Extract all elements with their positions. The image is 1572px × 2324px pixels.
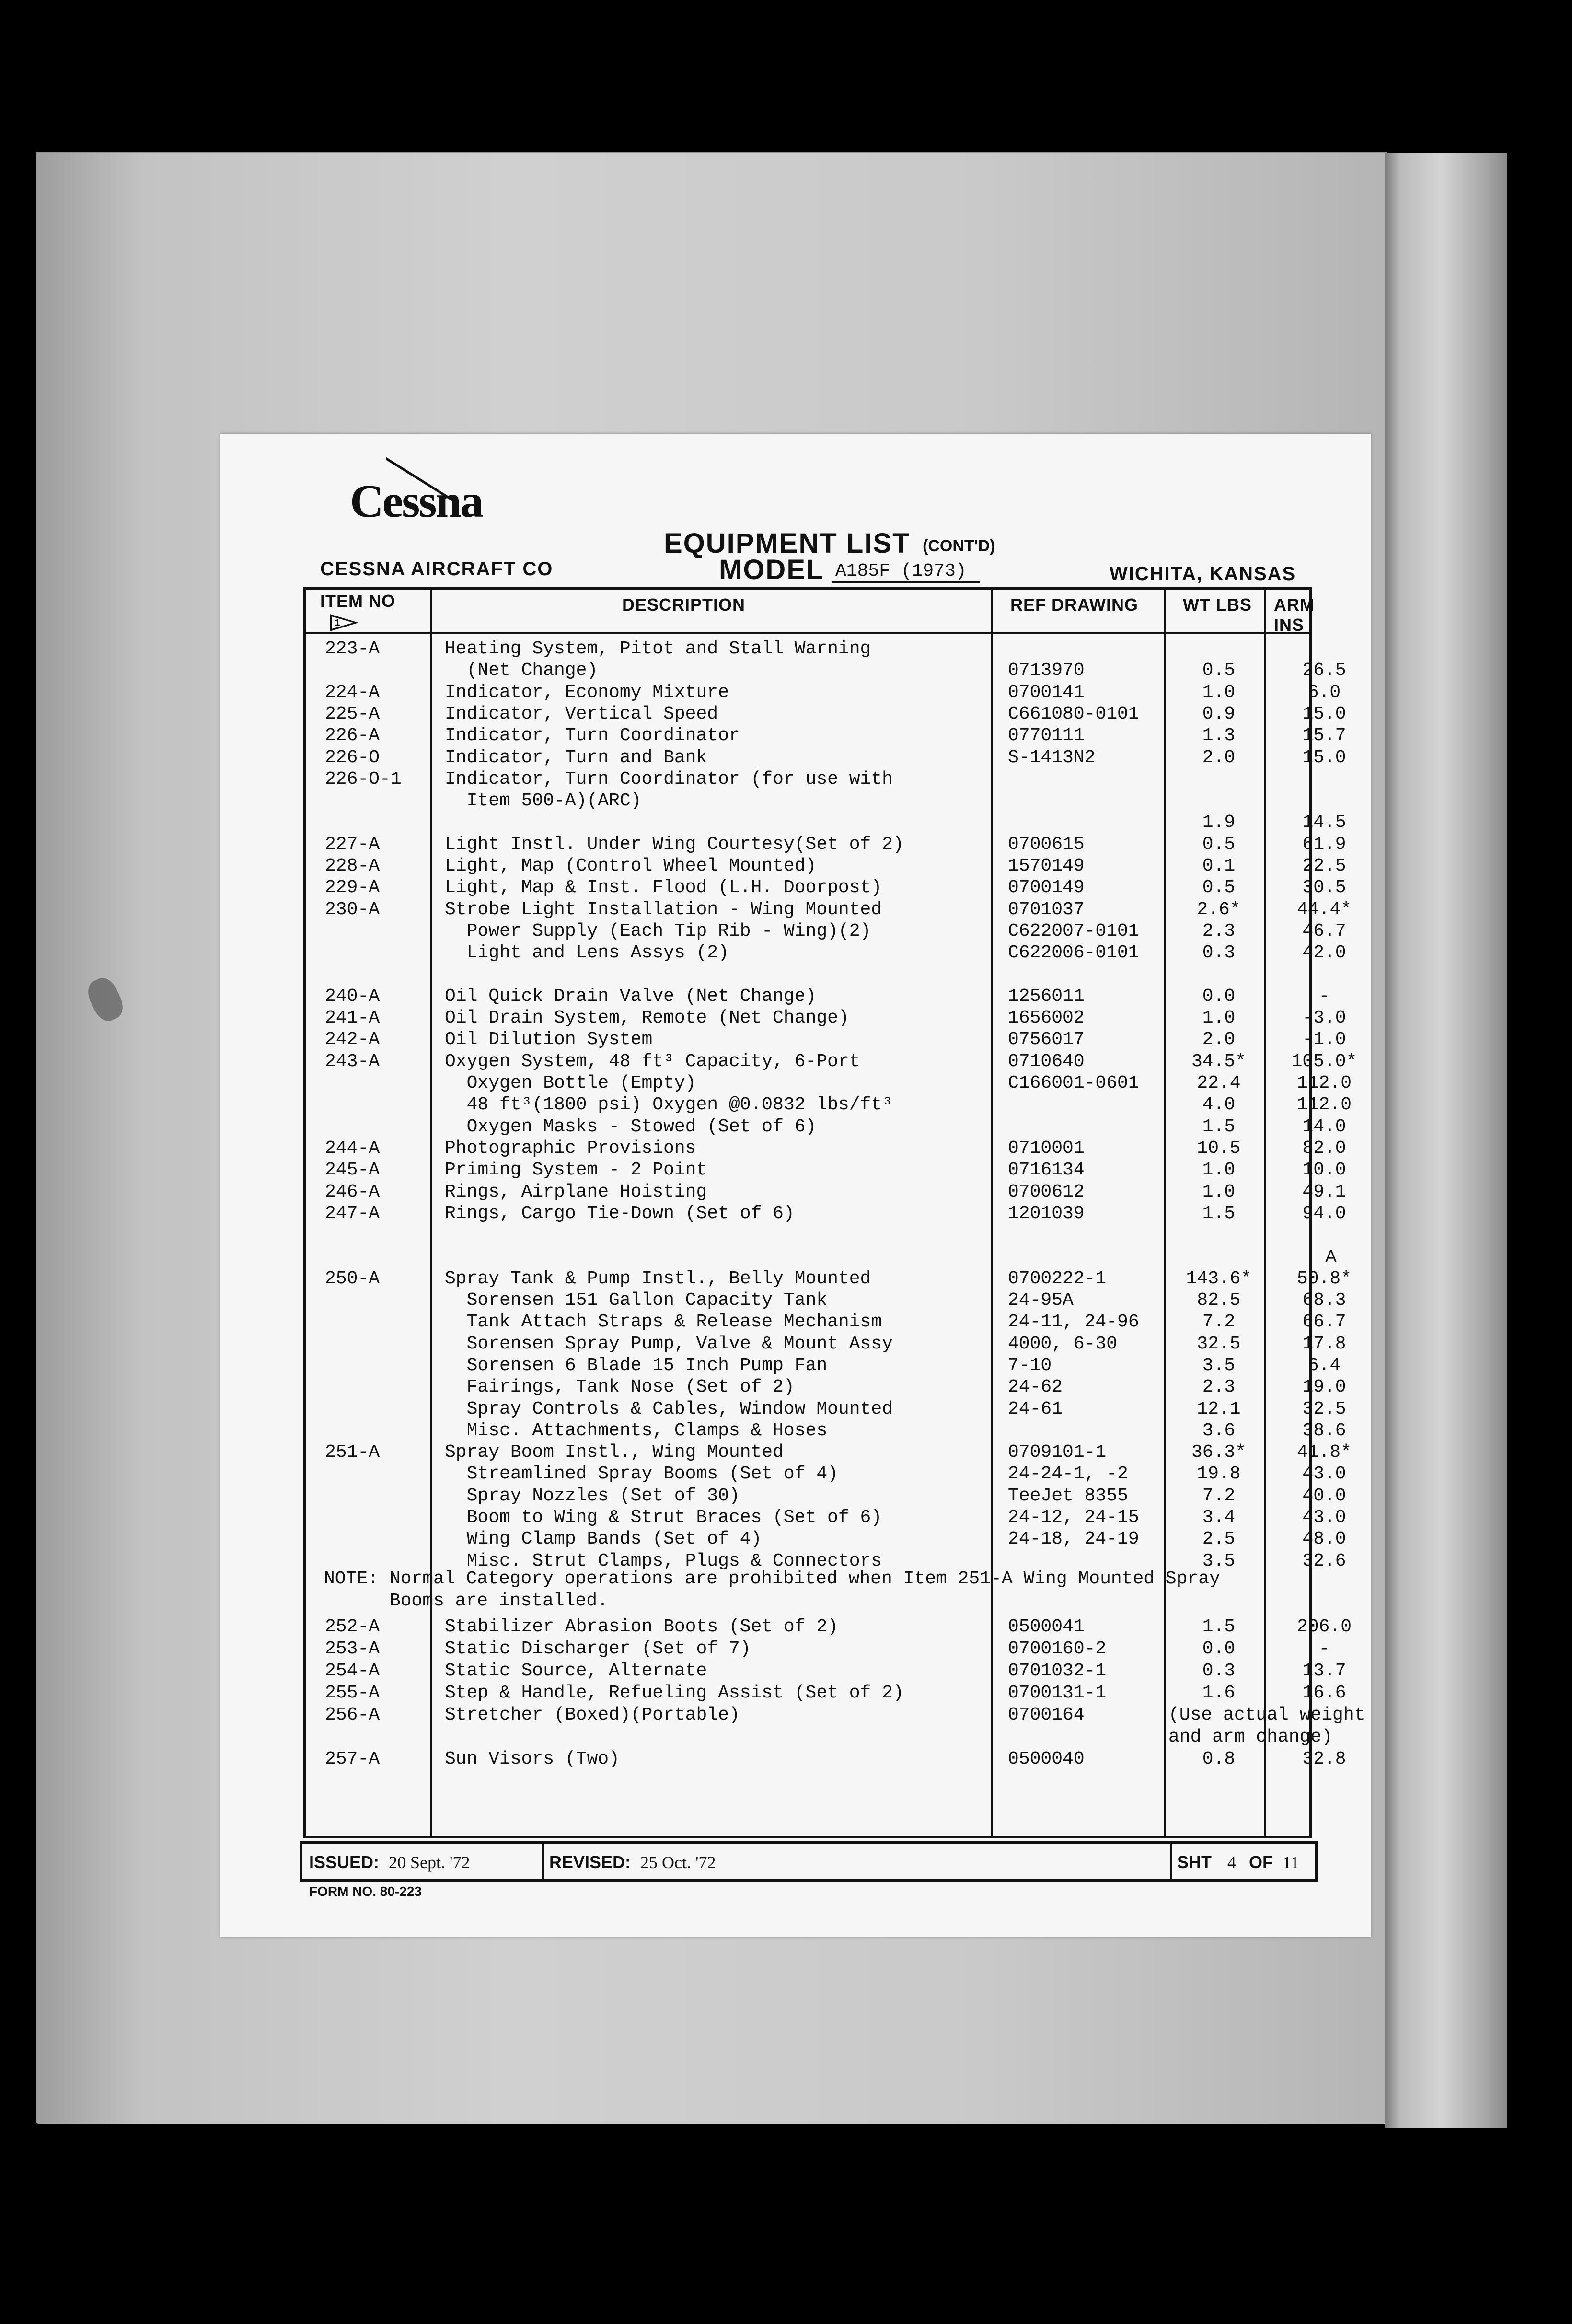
weight-lbs: 0.5 bbox=[1202, 660, 1236, 681]
item-description: Tank Attach Straps & Release Mechanism bbox=[445, 1312, 882, 1333]
arm-inches: 40.0 bbox=[1302, 1485, 1346, 1506]
weight-lbs: 0.5 bbox=[1202, 877, 1236, 898]
item-marker-number: 1 bbox=[335, 618, 341, 629]
item-description: Sun Visors (Two) bbox=[445, 1749, 620, 1769]
column-header-arm: ARM INS bbox=[1274, 595, 1315, 635]
item-description: Misc. Attachments, Clamps & Hoses bbox=[445, 1420, 828, 1441]
arm-inches: 50.8* bbox=[1296, 1268, 1352, 1289]
ref-drawing: 0701032-1 bbox=[1008, 1661, 1107, 1681]
item-number: 225-A bbox=[325, 703, 380, 724]
board-side-edge bbox=[1385, 153, 1507, 2128]
item-description: Streamlined Spray Booms (Set of 4) bbox=[445, 1464, 838, 1485]
arm-inches: 38.6 bbox=[1302, 1420, 1346, 1441]
ref-drawing: 0700164 bbox=[1008, 1705, 1085, 1725]
item-description: Sorensen Spray Pump, Valve & Mount Assy bbox=[445, 1333, 893, 1354]
item-description: Oxygen Bottle (Empty) bbox=[445, 1073, 696, 1093]
ref-drawing: 0700160-2 bbox=[1008, 1638, 1107, 1659]
item-description: Photographic Provisions bbox=[445, 1138, 696, 1159]
arm-inches: 112.0 bbox=[1296, 1073, 1352, 1093]
item-number: 226-O-1 bbox=[325, 768, 402, 790]
arm-inches: 22.5 bbox=[1302, 856, 1346, 876]
item-number: 252-A bbox=[325, 1616, 380, 1637]
arm-inches: 6.0 bbox=[1307, 682, 1341, 703]
ref-drawing: 0710001 bbox=[1008, 1138, 1085, 1159]
item-number: 257-A bbox=[325, 1749, 380, 1769]
ref-drawing: C166001-0601 bbox=[1008, 1073, 1139, 1093]
item-description: Light, Map & Inst. Flood (L.H. Doorpost) bbox=[445, 877, 882, 898]
item-description: Priming System - 2 Point bbox=[445, 1160, 707, 1181]
ref-drawing: C622007-0101 bbox=[1008, 920, 1139, 941]
arm-inches: 49.1 bbox=[1302, 1181, 1346, 1202]
weight-lbs: 12.1 bbox=[1197, 1398, 1241, 1419]
weight-lbs: 4.0 bbox=[1202, 1094, 1236, 1116]
arm-inches: 32.6 bbox=[1302, 1550, 1346, 1571]
weight-lbs: 10.5 bbox=[1197, 1138, 1241, 1159]
item-number: 241-A bbox=[325, 1008, 380, 1029]
item-description: Indicator, Turn Coordinator bbox=[445, 725, 740, 746]
header-divider bbox=[306, 632, 1309, 634]
ref-drawing: S-1413N2 bbox=[1008, 747, 1096, 768]
weight-lbs: 1.0 bbox=[1202, 1181, 1236, 1202]
item-description: Indicator, Turn Coordinator (for use with bbox=[445, 768, 893, 790]
item-number: 226-A bbox=[325, 725, 380, 746]
arm-inches: 46.7 bbox=[1302, 920, 1346, 941]
item-description: Indicator, Economy Mixture bbox=[445, 682, 729, 703]
item-description: Stretcher (Boxed)(Portable) bbox=[445, 1705, 740, 1725]
equipment-list-sheet bbox=[220, 434, 1371, 1937]
ref-drawing: 24-12, 24-15 bbox=[1008, 1507, 1139, 1528]
ref-drawing: 0700612 bbox=[1008, 1181, 1085, 1202]
arm-inches: 32.5 bbox=[1302, 1398, 1346, 1419]
company-name: CESSNA AIRCRAFT CO bbox=[320, 558, 554, 580]
arm-inches: 48.0 bbox=[1302, 1529, 1346, 1550]
ref-drawing: 0770111 bbox=[1008, 725, 1085, 746]
sheet-number: 4 bbox=[1227, 1853, 1236, 1872]
weight-lbs: 143.6* bbox=[1186, 1268, 1252, 1289]
equipment-table bbox=[303, 587, 1365, 1838]
arm-inches: 15.0 bbox=[1302, 703, 1346, 724]
column-divider bbox=[1164, 590, 1166, 1836]
item-description: (Net Change) bbox=[445, 660, 598, 681]
weight-lbs: 2.0 bbox=[1202, 1029, 1236, 1050]
arm-inches: 30.5 bbox=[1302, 877, 1346, 898]
location: WICHITA, KANSAS bbox=[1110, 563, 1296, 584]
item-description: Light, Map (Control Wheel Mounted) bbox=[445, 856, 817, 876]
issued-label: ISSUED: bbox=[309, 1852, 380, 1872]
sheet-total: 11 bbox=[1283, 1853, 1299, 1872]
arm-inches: -1.0 bbox=[1302, 1029, 1346, 1050]
item-number: 255-A bbox=[325, 1683, 380, 1703]
ref-drawing: 0701037 bbox=[1008, 899, 1085, 920]
item-description: Static Source, Alternate bbox=[445, 1661, 707, 1681]
weight-lbs: 0.5 bbox=[1202, 834, 1236, 855]
ref-drawing: 1201039 bbox=[1008, 1203, 1085, 1224]
item-number: 230-A bbox=[325, 899, 380, 920]
ref-drawing: C622006-0101 bbox=[1008, 942, 1139, 964]
ref-drawing: TeeJet 8355 bbox=[1008, 1485, 1128, 1506]
ref-drawing: 1570149 bbox=[1008, 856, 1085, 876]
ref-drawing: 0700615 bbox=[1008, 834, 1085, 855]
weight-lbs: 1.5 bbox=[1202, 1203, 1236, 1224]
item-description: Indicator, Vertical Speed bbox=[445, 703, 718, 724]
item-number: 250-A bbox=[325, 1268, 380, 1289]
ref-drawing: 1256011 bbox=[1008, 986, 1085, 1007]
weight-lbs: 2.5 bbox=[1202, 1529, 1236, 1550]
item-number: 242-A bbox=[325, 1029, 380, 1050]
model-value: A185F (1973) bbox=[832, 561, 980, 583]
arm-inches: 42.0 bbox=[1302, 942, 1346, 964]
item-description: Wing Clamp Bands (Set of 4) bbox=[445, 1529, 762, 1550]
item-number: 223-A bbox=[325, 639, 380, 659]
weight-lbs: 2.0 bbox=[1202, 747, 1236, 768]
ref-drawing: 0500041 bbox=[1008, 1616, 1085, 1637]
item-description: Rings, Cargo Tie-Down (Set of 6) bbox=[445, 1203, 795, 1224]
weight-lbs: 1.0 bbox=[1202, 682, 1236, 703]
item-number: 244-A bbox=[325, 1138, 380, 1159]
item-description: Oxygen Masks - Stowed (Set of 6) bbox=[445, 1116, 817, 1137]
arm-inches: -3.0 bbox=[1302, 1008, 1346, 1029]
item-description: Spray Tank & Pump Instl., Belly Mounted bbox=[445, 1268, 871, 1289]
weight-lbs: 0.0 bbox=[1202, 1638, 1236, 1659]
weight-lbs: 3.5 bbox=[1202, 1550, 1236, 1571]
weight-lbs: 3.5 bbox=[1202, 1355, 1236, 1376]
item-description: Spray Controls & Cables, Window Mounted bbox=[445, 1398, 893, 1419]
cessna-logo: Cessna bbox=[350, 476, 483, 527]
column-header-description: DESCRIPTION bbox=[622, 595, 746, 615]
ref-drawing: 7-10 bbox=[1008, 1355, 1052, 1376]
footer-divider bbox=[542, 1844, 544, 1879]
item-number: 240-A bbox=[325, 986, 380, 1007]
weight-lbs: 32.5 bbox=[1197, 1333, 1241, 1354]
column-header-item: ITEM NO bbox=[320, 591, 395, 611]
arm-inches: 14.0 bbox=[1302, 1116, 1346, 1137]
arm-inches: 94.0 bbox=[1302, 1203, 1346, 1224]
ref-drawing: 0700149 bbox=[1008, 877, 1085, 898]
item-number: 226-O bbox=[325, 747, 380, 768]
page-title: EQUIPMENT LIST bbox=[664, 528, 911, 559]
item-description: Item 500-A)(ARC) bbox=[445, 790, 642, 812]
arm-inches: 105.0* bbox=[1291, 1051, 1357, 1072]
arm-inches: 13.7 bbox=[1302, 1661, 1346, 1681]
arm-inches: 19.0 bbox=[1302, 1377, 1346, 1398]
item-number: 245-A bbox=[325, 1160, 380, 1181]
weight-lbs: 0.1 bbox=[1202, 856, 1236, 876]
arm-inches: - bbox=[1318, 1638, 1330, 1659]
arm-inches: 43.0 bbox=[1302, 1464, 1346, 1485]
item-number: 224-A bbox=[325, 682, 380, 703]
weight-lbs: 0.3 bbox=[1202, 1661, 1236, 1681]
arm-inches: 15.0 bbox=[1302, 747, 1346, 768]
arm-inches: 206.0 bbox=[1296, 1616, 1352, 1637]
item-description: Static Discharger (Set of 7) bbox=[445, 1638, 751, 1659]
item-description: Heating System, Pitot and Stall Warning bbox=[445, 639, 871, 659]
ref-drawing: 0713970 bbox=[1008, 660, 1085, 681]
arm-inches: 82.0 bbox=[1302, 1138, 1346, 1159]
arm-inches: 15.7 bbox=[1302, 725, 1346, 746]
item-description: Light Instl. Under Wing Courtesy(Set of 2) bbox=[445, 834, 904, 855]
form-number: FORM NO. 80-223 bbox=[309, 1884, 422, 1899]
item-description: Boom to Wing & Strut Braces (Set of 6) bbox=[445, 1507, 882, 1528]
item-description: Light and Lens Assys (2) bbox=[445, 942, 729, 964]
ref-drawing: 0756017 bbox=[1008, 1029, 1085, 1050]
weight-lbs: and arm change) bbox=[1168, 1727, 1333, 1747]
weight-lbs: 7.2 bbox=[1202, 1312, 1236, 1333]
item-description: Strobe Light Installation - Wing Mounted bbox=[445, 899, 882, 920]
ref-drawing: 0500040 bbox=[1008, 1749, 1085, 1769]
ref-drawing: 0710640 bbox=[1008, 1051, 1085, 1072]
weight-lbs: 82.5 bbox=[1197, 1290, 1241, 1311]
issued-date: 20 Sept. '72 bbox=[389, 1853, 470, 1872]
ref-drawing: 24-62 bbox=[1008, 1377, 1063, 1398]
title-suffix: (CONT'D) bbox=[923, 537, 995, 555]
arm-inches: 112.0 bbox=[1296, 1094, 1352, 1116]
item-number: 247-A bbox=[325, 1203, 380, 1224]
weight-lbs: 36.3* bbox=[1191, 1442, 1247, 1463]
arm-inches: 6.4 bbox=[1307, 1355, 1341, 1376]
ref-drawing: 24-95A bbox=[1008, 1290, 1074, 1311]
item-number: 229-A bbox=[325, 877, 380, 898]
item-description: Spray Boom Instl., Wing Mounted bbox=[445, 1442, 784, 1463]
weight-lbs: 22.4 bbox=[1197, 1073, 1241, 1093]
weight-lbs: 1.9 bbox=[1202, 812, 1236, 833]
arm-inches: 32.8 bbox=[1302, 1749, 1346, 1769]
weight-lbs: 0.9 bbox=[1202, 703, 1236, 724]
item-number: 246-A bbox=[325, 1181, 380, 1202]
item-description: Power Supply (Each Tip Rib - Wing)(2) bbox=[445, 920, 871, 941]
item-description: Rings, Airplane Hoisting bbox=[445, 1181, 707, 1202]
weight-lbs: 2.3 bbox=[1202, 1377, 1236, 1398]
weight-lbs: 0.3 bbox=[1202, 942, 1236, 964]
item-number: 227-A bbox=[325, 834, 380, 855]
arm-inches: - bbox=[1318, 986, 1330, 1007]
weight-lbs: 34.5* bbox=[1191, 1051, 1247, 1072]
revision-mark: A bbox=[1325, 1246, 1337, 1266]
note-text: NOTE: Normal Category operations are prohibited when Item 251-A Wing Mounted Spray bbox=[324, 1569, 1220, 1589]
ref-drawing: 24-18, 24-19 bbox=[1008, 1529, 1139, 1550]
model-label: MODEL bbox=[719, 554, 824, 585]
arm-inches: 14.5 bbox=[1302, 812, 1346, 833]
arm-inches: 44.4* bbox=[1296, 899, 1352, 920]
item-number: 251-A bbox=[325, 1442, 380, 1463]
item-description: Spray Nozzles (Set of 30) bbox=[445, 1485, 740, 1506]
item-description: Misc. Strut Clamps, Plugs & Connectors bbox=[445, 1550, 882, 1571]
item-description: Oil Dilution System bbox=[445, 1029, 653, 1050]
sheet-footer bbox=[300, 1841, 1318, 1882]
revised-date: 25 Oct. '72 bbox=[640, 1853, 716, 1872]
item-number: 253-A bbox=[325, 1638, 380, 1659]
item-description: Oil Quick Drain Valve (Net Change) bbox=[445, 986, 817, 1007]
footer-divider bbox=[1170, 1844, 1172, 1879]
weight-lbs: 3.4 bbox=[1202, 1507, 1236, 1528]
note-text: Booms are installed. bbox=[324, 1591, 608, 1611]
ref-drawing: 4000, 6-30 bbox=[1008, 1333, 1118, 1354]
weight-lbs: 1.5 bbox=[1202, 1616, 1236, 1637]
ref-drawing: 24-61 bbox=[1008, 1398, 1063, 1419]
weight-lbs: 7.2 bbox=[1202, 1485, 1236, 1506]
weight-lbs: 0.8 bbox=[1202, 1749, 1236, 1769]
arm-inches: 16.6 bbox=[1302, 1683, 1346, 1703]
sheet-label: SHT bbox=[1177, 1852, 1212, 1872]
column-header-weight: WT LBS bbox=[1183, 595, 1252, 615]
item-description: 48 ft³(1800 psi) Oxygen @0.0832 lbs/ft³ bbox=[445, 1094, 893, 1116]
item-number: 228-A bbox=[325, 856, 380, 876]
item-description: Oil Drain System, Remote (Net Change) bbox=[445, 1008, 849, 1029]
weight-lbs: 1.0 bbox=[1202, 1160, 1236, 1181]
weight-lbs: 2.6* bbox=[1197, 899, 1241, 920]
arm-inches: 66.7 bbox=[1302, 1312, 1346, 1333]
ref-drawing: 24-11, 24-96 bbox=[1008, 1312, 1139, 1333]
arm-inches: 26.5 bbox=[1302, 660, 1346, 681]
item-number: 254-A bbox=[325, 1661, 380, 1681]
of-label: OF bbox=[1249, 1852, 1273, 1872]
weight-lbs: 1.5 bbox=[1202, 1116, 1236, 1137]
item-number: 256-A bbox=[325, 1705, 380, 1725]
arm-inches: 41.8* bbox=[1296, 1442, 1352, 1463]
ref-drawing: 0700131-1 bbox=[1008, 1683, 1107, 1703]
weight-lbs: 1.3 bbox=[1202, 725, 1236, 746]
arm-inches: 68.3 bbox=[1302, 1290, 1346, 1311]
ref-drawing: C661080-0101 bbox=[1008, 703, 1139, 724]
item-description: Step & Handle, Refueling Assist (Set of 2) bbox=[445, 1683, 904, 1703]
item-description: Sorensen 6 Blade 15 Inch Pump Fan bbox=[445, 1355, 828, 1376]
ref-drawing: 0700222-1 bbox=[1008, 1268, 1107, 1289]
weight-lbs: (Use actual weight bbox=[1168, 1705, 1365, 1725]
weight-lbs: 1.0 bbox=[1202, 1008, 1236, 1029]
item-description: Oxygen System, 48 ft³ Capacity, 6-Port bbox=[445, 1051, 860, 1072]
ref-drawing: 0700141 bbox=[1008, 682, 1085, 703]
item-description: Stabilizer Abrasion Boots (Set of 2) bbox=[445, 1616, 838, 1637]
column-divider bbox=[991, 590, 993, 1836]
arm-inches: 10.0 bbox=[1302, 1160, 1346, 1181]
revised-label: REVISED: bbox=[549, 1852, 631, 1872]
item-description: Indicator, Turn and Bank bbox=[445, 747, 707, 768]
column-divider bbox=[430, 590, 432, 1836]
arm-inches: 43.0 bbox=[1302, 1507, 1346, 1528]
ref-drawing: 24-24-1, -2 bbox=[1008, 1464, 1128, 1485]
weight-lbs: 1.6 bbox=[1202, 1683, 1236, 1703]
weight-lbs: 3.6 bbox=[1202, 1420, 1236, 1441]
arm-inches: 17.8 bbox=[1302, 1333, 1346, 1354]
ref-drawing: 1656002 bbox=[1008, 1008, 1085, 1029]
item-description: Fairings, Tank Nose (Set of 2) bbox=[445, 1377, 795, 1398]
column-header-ref-drawing: REF DRAWING bbox=[1010, 595, 1138, 615]
arm-inches: 61.9 bbox=[1302, 834, 1346, 855]
weight-lbs: 2.3 bbox=[1202, 920, 1236, 941]
ref-drawing: 0716134 bbox=[1008, 1160, 1085, 1181]
item-description: Sorensen 151 Gallon Capacity Tank bbox=[445, 1290, 828, 1311]
weight-lbs: 0.0 bbox=[1202, 986, 1236, 1007]
ref-drawing: 0709101-1 bbox=[1008, 1442, 1107, 1463]
item-number: 243-A bbox=[325, 1051, 380, 1072]
weight-lbs: 19.8 bbox=[1197, 1464, 1241, 1485]
